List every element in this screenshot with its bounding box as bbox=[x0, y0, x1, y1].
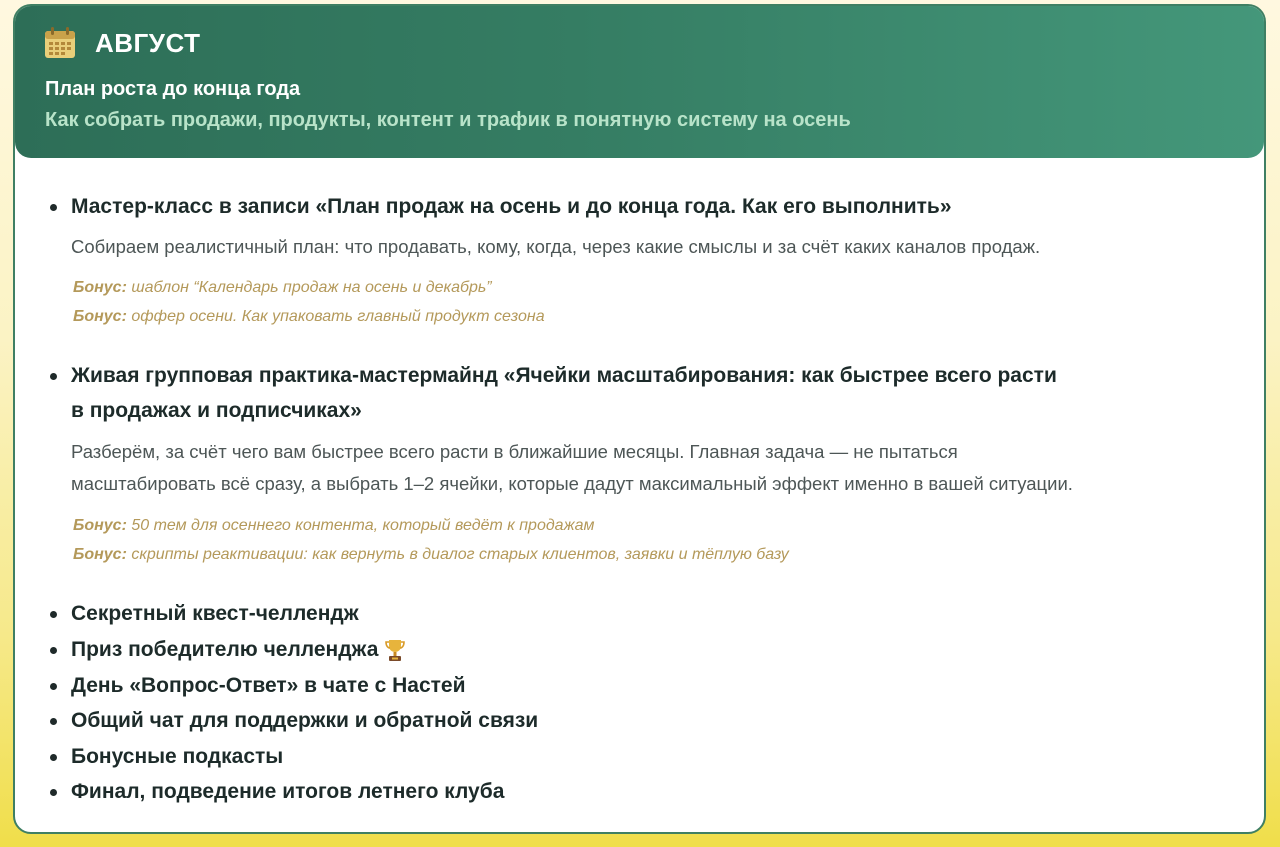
item-title: Приз победителю челленджа bbox=[71, 638, 379, 661]
bonus-text: скрипты реактивации: как вернуть в диалог старых клиентов, заявки и тёплую базу bbox=[126, 546, 789, 563]
bullet bbox=[50, 718, 57, 725]
item-title-wrap bbox=[71, 633, 1191, 667]
bonus-label: Бонус: bbox=[73, 308, 127, 325]
bullet bbox=[50, 683, 57, 690]
plan-subtitle: Как собрать продажи, продукты, контент и трафик в понятную систему на осень bbox=[45, 109, 851, 131]
bonus-text: 50 тем для осеннего контента, который ведёт к продажам bbox=[126, 517, 595, 534]
plan-title: План роста до конца года bbox=[45, 78, 301, 100]
bonus-line bbox=[73, 544, 789, 566]
bullet bbox=[50, 204, 57, 211]
item-title: День «Вопрос-Ответ» в чате с Настей bbox=[71, 674, 466, 697]
item-description-line-1: Разберём, за счёт чего вам быстрее всего расти в ближайшие месяцы. Главная задача — не пытаться bbox=[71, 441, 958, 462]
bonus-text: оффер осени. Как упаковать главный продукт сезона bbox=[126, 308, 545, 325]
item-title: Общий чат для поддержки и обратной связи bbox=[71, 709, 539, 732]
item-description: Собираем реалистичный план: что продавать, кому, когда, через какие смыслы и за счёт каких каналов продаж. bbox=[71, 236, 1041, 257]
bonus-label: Бонус: bbox=[73, 546, 127, 563]
item-title-line-1: Живая групповая практика-мастермайнд «Ячейки масштабирования: как быстрее всего расти bbox=[71, 364, 1057, 387]
item-description-line-2: масштабировать всё сразу, а выбрать 1–2 ячейки, которые дадут максимальный эффект именно в вашей ситуации. bbox=[71, 473, 1073, 494]
bullet bbox=[50, 754, 57, 761]
bullet bbox=[50, 611, 57, 618]
item-title: Финал, подведение итогов летнего клуба bbox=[71, 780, 505, 803]
item-title: Мастер-класс в записи «План продаж на осень и до конца года. Как его выполнить» bbox=[71, 195, 952, 218]
bonus-line bbox=[73, 515, 594, 537]
item-title-line-2: в продажах и подписчиках» bbox=[71, 399, 362, 422]
bullet bbox=[50, 647, 57, 654]
item-title: Секретный квест-челлендж bbox=[71, 602, 359, 625]
plan-content bbox=[15, 6, 1264, 832]
month-title: АВГУСТ bbox=[95, 28, 201, 58]
bonus-label: Бонус: bbox=[73, 279, 127, 296]
bonus-line bbox=[73, 277, 492, 299]
item-title: Бонусные подкасты bbox=[71, 745, 284, 768]
plan-card bbox=[13, 4, 1266, 834]
bullet bbox=[50, 789, 57, 796]
bullet bbox=[50, 373, 57, 380]
bonus-label: Бонус: bbox=[73, 517, 127, 534]
bonus-line bbox=[73, 306, 545, 328]
bonus-text: шаблон “Календарь продаж на осень и декабрь” bbox=[126, 279, 492, 296]
trophy-icon bbox=[384, 638, 406, 662]
